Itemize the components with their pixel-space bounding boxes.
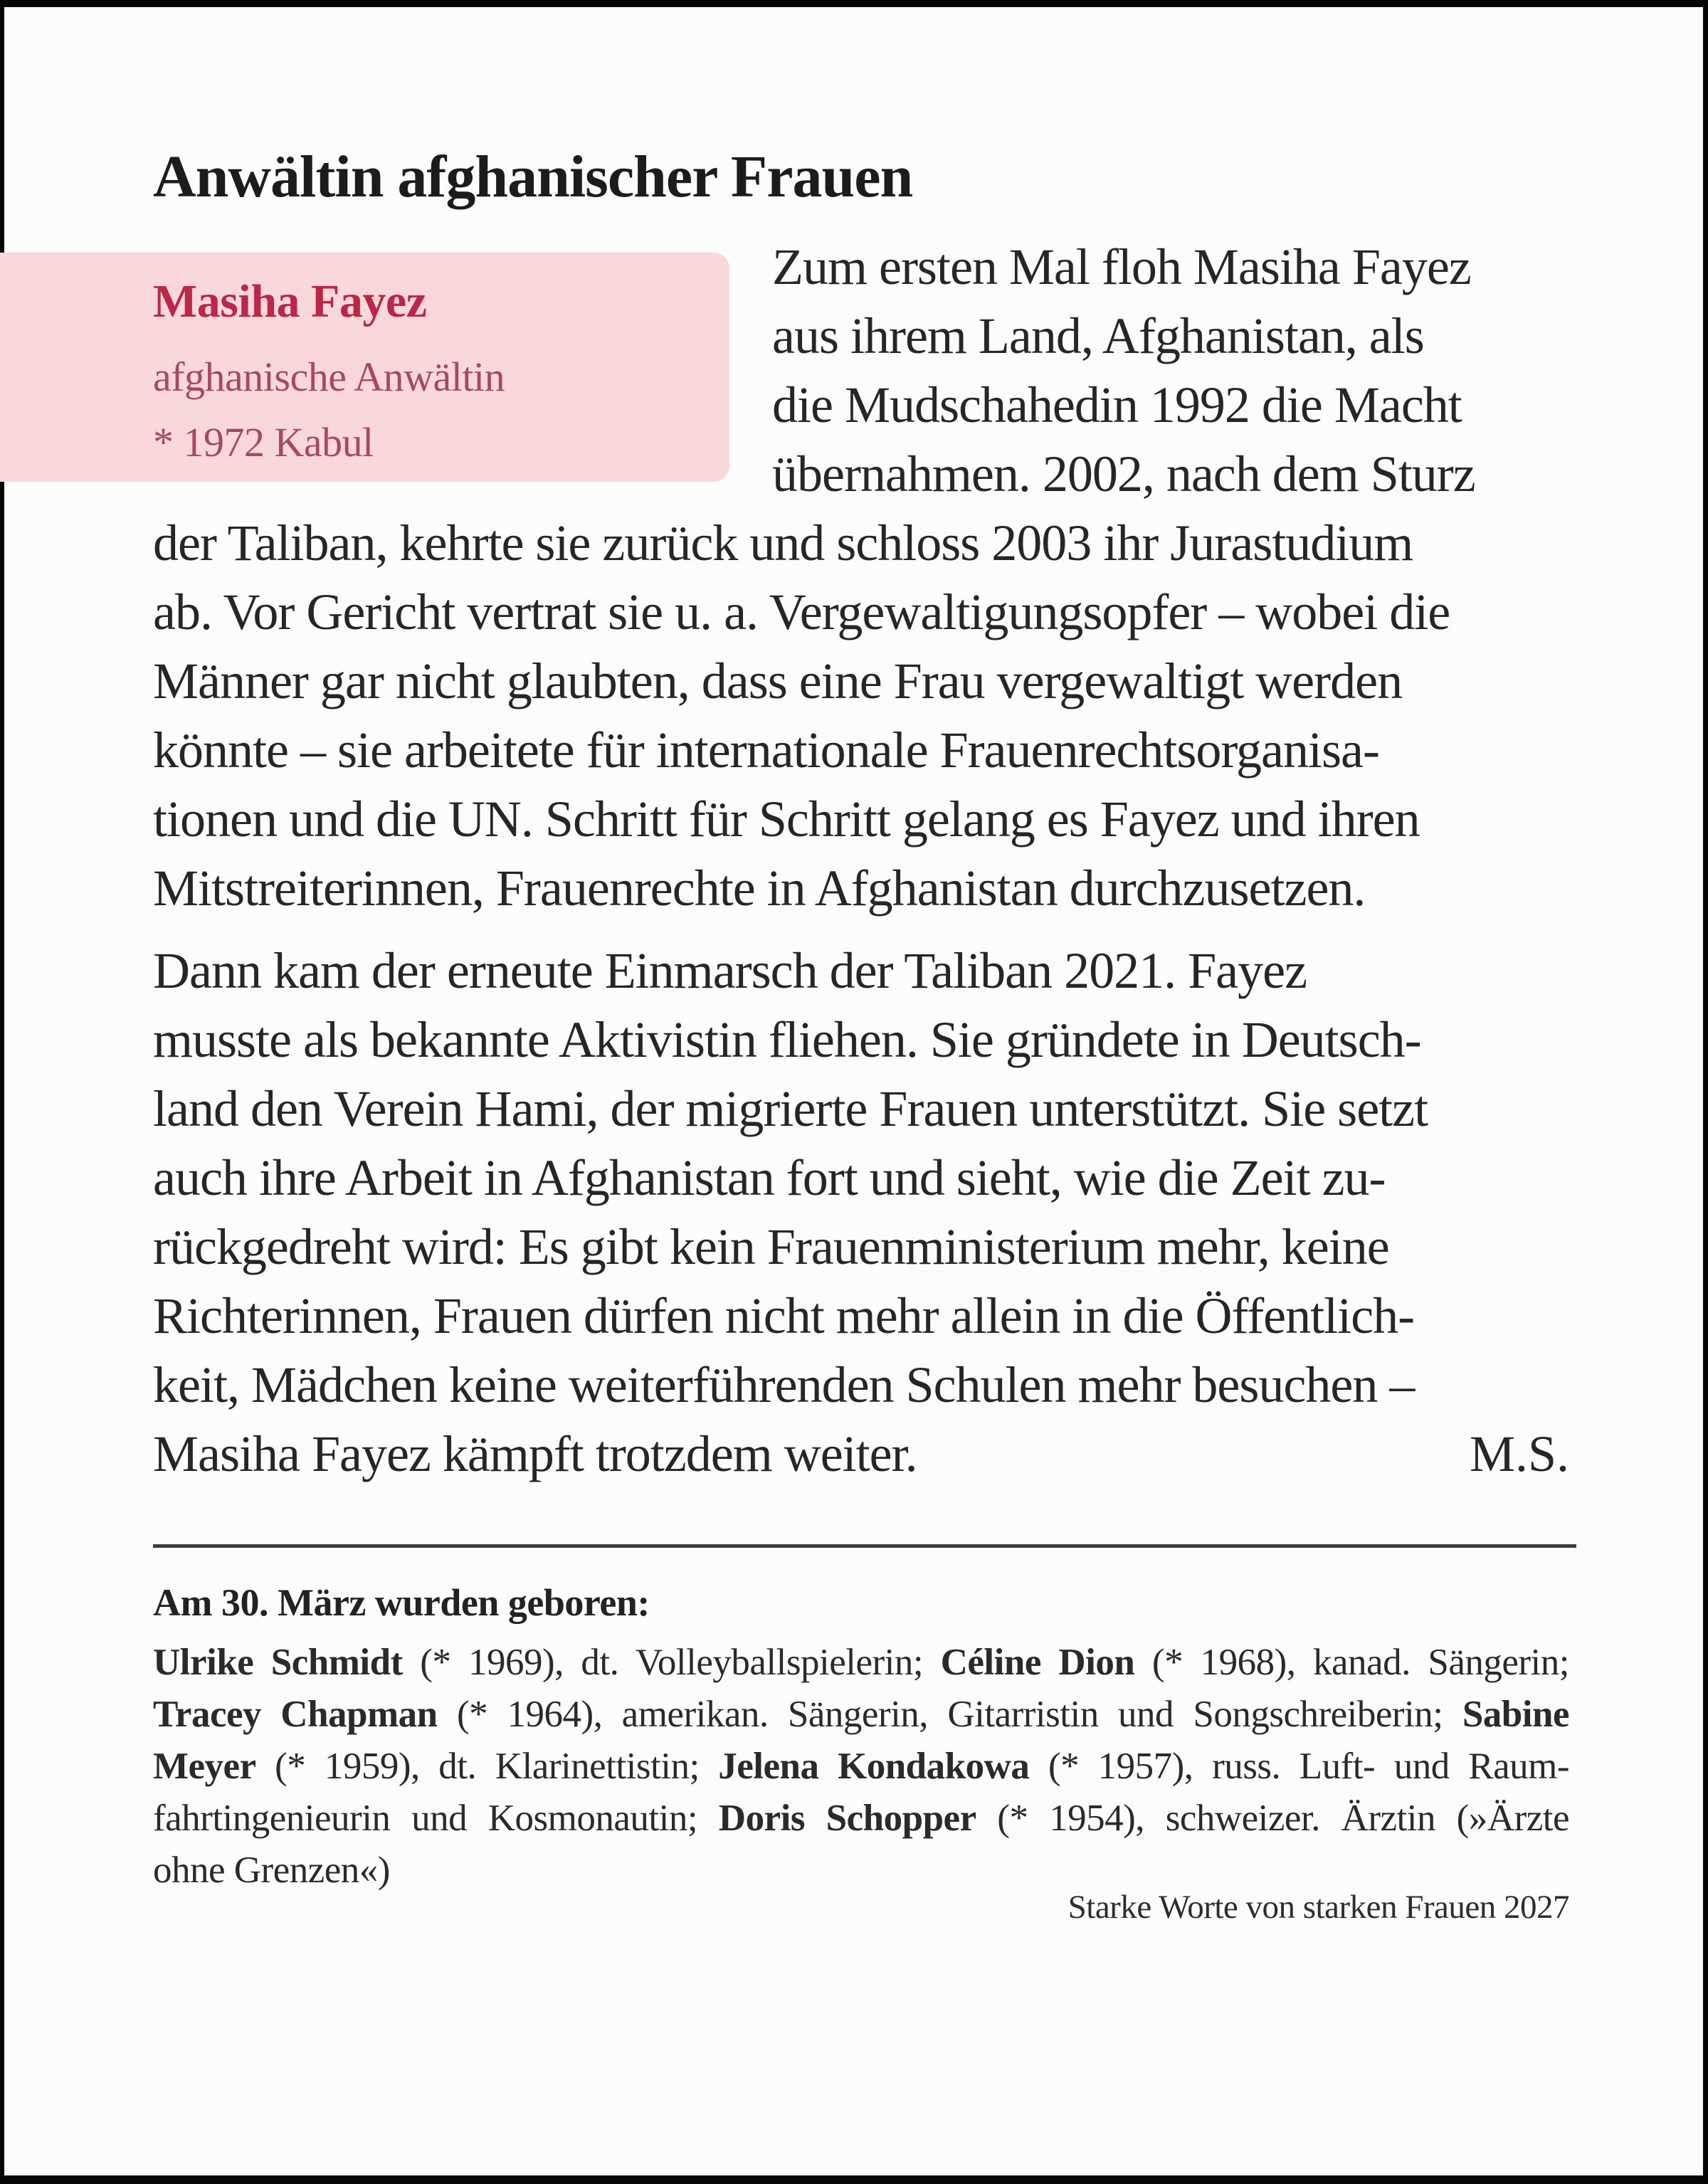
article-paragraph-2 [153, 937, 1612, 1420]
birthday-line: Meyer (* 1959), dt. Klarinettistin; Jelena Kondakowa (* 1957), russ. Luft- und Raum- [153, 1746, 1569, 1787]
calendar-footer: Starke Worte von starken Frauen 2027 [1068, 1889, 1569, 1926]
closing-text: Masiha Fayez kämpft trotzdem weiter. [153, 1425, 917, 1482]
text-line: Zum ersten Mal floh Masiha Fayez [772, 238, 1471, 295]
text-line: könnte – sie arbeitete für internationale Frauenrechtsorganisa- [153, 722, 1379, 779]
text-line: ab. Vor Gericht vertrat sie u. a. Vergewaltigungsopfer – wobei die [153, 584, 1450, 640]
text-line: Richterinnen, Frauen dürfen nicht mehr allein in die Öffentlich- [153, 1287, 1415, 1344]
profile-name: Masiha Fayez [153, 275, 427, 327]
birthday-line: Ulrike Schmidt (* 1969), dt. Volleyballspielerin; Céline Dion (* 1968), kanad. Sängerin; [153, 1642, 1569, 1683]
page-title: Anwältin afghanischer Frauen [153, 144, 913, 210]
birthday-line: ohne Grenzen«) [153, 1850, 390, 1891]
birthdays-list [153, 1637, 1569, 1897]
birthday-line: Tracey Chapman (* 1964), amerikan. Sängerin, Gitarristin und Songschreiberin; Sabine [153, 1694, 1570, 1735]
text-line: auch ihre Arbeit in Afghanistan fort und sieht, wie die Zeit zu- [153, 1149, 1386, 1206]
text-line: Mitstreiterinnen, Frauenrechte in Afghanistan durchzusetzen. [153, 860, 1366, 917]
section-divider [153, 1544, 1576, 1548]
birthday-line: fahrtingenieurin und Kosmonautin; Doris Schopper (* 1954), schweizer. Ärztin (»Ärzte [153, 1798, 1569, 1839]
profile-role: afghanische Anwältin [153, 354, 505, 400]
text-line: musste als bekannte Aktivistin fliehen. Sie gründete in Deutsch- [153, 1011, 1421, 1068]
text-line: Dann kam der erneute Einmarsch der Taliban 2021. Fayez [153, 942, 1307, 999]
profile-birth: * 1972 Kabul [153, 419, 374, 465]
text-line: übernahmen. 2002, nach dem Sturz [772, 445, 1475, 502]
text-line: keit, Mädchen keine weiterführenden Schulen mehr besuchen – [153, 1356, 1415, 1413]
text-line: Männer gar nicht glaubten, dass eine Frau vergewaltigt werden [153, 653, 1403, 709]
text-line: tionen und die UN. Schritt für Schritt gelang es Fayez und ihren [153, 791, 1420, 848]
birthdays-heading: Am 30. März wurden geboren: [153, 1581, 650, 1624]
author-initials: M.S. [1469, 1425, 1569, 1482]
text-line: aus ihrem Land, Afghanistan, als [772, 307, 1424, 364]
text-line: land den Verein Hami, der migrierte Frauen unterstützt. Sie setzt [153, 1080, 1428, 1137]
article-closing-line [153, 1420, 1569, 1489]
text-line: rückgedreht wird: Es gibt kein Frauenministerium mehr, keine [153, 1218, 1389, 1275]
profile-card [0, 253, 729, 482]
text-line: die Mudschahedin 1992 die Macht [772, 376, 1462, 433]
article-paragraph-1-full [153, 509, 1612, 923]
text-line: der Taliban, kehrte sie zurück und schloss 2003 ihr Jurastudium [153, 515, 1413, 571]
article-paragraph-1-column [772, 233, 1662, 509]
